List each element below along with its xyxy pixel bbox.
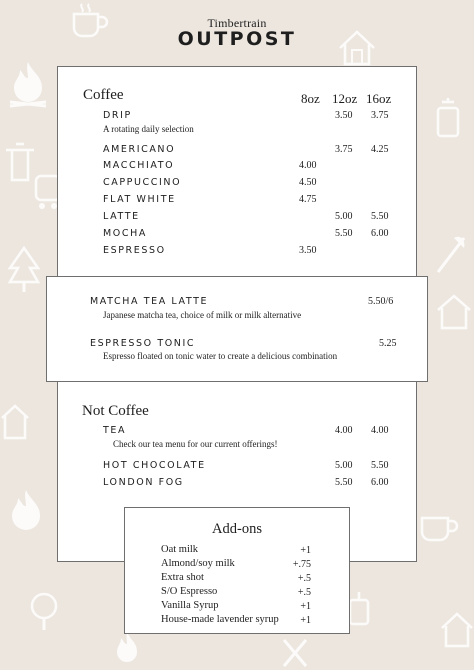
- menu-item-macchiato: MACCHIATO: [103, 160, 175, 171]
- cup-icon: [418, 508, 462, 548]
- addons-panel: [124, 507, 350, 634]
- price-espresso-8oz: 3.50: [299, 245, 317, 256]
- price-hot-chocolate-12oz: 5.00: [335, 460, 353, 471]
- menu-item-drip: DRIP: [103, 110, 132, 121]
- axe-icon: [432, 232, 470, 276]
- price-london-fog-16oz: 6.00: [371, 477, 389, 488]
- addon-extra-shot: Extra shot: [161, 572, 204, 583]
- price-latte-12oz: 5.00: [335, 211, 353, 222]
- menu-item-london-fog: LONDON FOG: [103, 477, 184, 488]
- price-cappuccino-8oz: 4.50: [299, 177, 317, 188]
- addon-price-vanilla-syrup: +1: [300, 601, 311, 612]
- menu-item-espresso-tonic: ESPRESSO TONIC: [90, 338, 196, 349]
- addon-vanilla-syrup: Vanilla Syrup: [161, 600, 219, 611]
- house-icon: [440, 610, 474, 650]
- fire-icon: [4, 486, 48, 536]
- brand-subtitle: Timbertrain: [207, 16, 267, 30]
- tree-icon: [6, 246, 42, 294]
- price-mocha-16oz: 6.00: [371, 228, 389, 239]
- price-drip-12oz: 3.50: [335, 110, 353, 121]
- price-matcha-tea-latte: 5.50/6: [368, 296, 394, 307]
- fire-icon: [6, 58, 50, 108]
- addon-price-almond-soy-milk: +.75: [292, 559, 311, 570]
- menu-item-matcha-tea-latte: MATCHA TEA LATTE: [90, 296, 209, 307]
- price-hot-chocolate-16oz: 5.50: [371, 460, 389, 471]
- hut-icon: [436, 292, 472, 332]
- menu-item-americano: AMERICANO: [103, 144, 176, 155]
- desc-espresso-tonic: Espresso floated on tonic water to create a delicious combination: [103, 351, 338, 361]
- menu-item-cappuccino: CAPPUCCINO: [103, 177, 182, 188]
- price-americano-16oz: 4.25: [371, 144, 389, 155]
- addon-so-espresso: S/O Espresso: [161, 586, 218, 597]
- price-mocha-12oz: 5.50: [335, 228, 353, 239]
- specials-panel: [46, 276, 428, 382]
- size-header-16oz: 16oz: [366, 91, 392, 106]
- price-espresso-tonic: 5.25: [379, 338, 397, 349]
- addon-almond-soy-milk: Almond/soy milk: [161, 558, 235, 569]
- menu-item-flat-white: FLAT WHITE: [103, 194, 176, 205]
- desc-tea: Check our tea menu for our current offerings!: [113, 439, 278, 449]
- desc-matcha-tea-latte: Japanese matcha tea, choice of milk or milk alternative: [103, 310, 302, 320]
- addon-lavender-syrup: House-made lavender syrup: [161, 614, 279, 625]
- price-tea-16oz: 4.00: [371, 425, 389, 436]
- menu-item-tea: TEA: [103, 425, 127, 436]
- menu-item-espresso: ESPRESSO: [103, 245, 166, 256]
- fire-icon: [112, 630, 142, 666]
- menu-item-latte: LATTE: [103, 211, 140, 222]
- addon-price-extra-shot: +.5: [297, 573, 311, 584]
- addon-price-lavender-syrup: +1: [300, 615, 311, 626]
- axe-icon: [280, 636, 310, 670]
- price-macchiato-8oz: 4.00: [299, 160, 317, 171]
- addon-price-so-espresso: +.5: [297, 587, 311, 598]
- addon-price-oat-milk: +1: [300, 545, 311, 556]
- addons-title: Add-ons: [212, 521, 262, 537]
- train-icon: [26, 588, 62, 632]
- price-latte-16oz: 5.50: [371, 211, 389, 222]
- price-london-fog-12oz: 5.50: [335, 477, 353, 488]
- price-americano-12oz: 3.75: [335, 144, 353, 155]
- menu-item-hot-chocolate: HOT CHOCOLATE: [103, 460, 206, 471]
- size-header-8oz: 8oz: [301, 91, 320, 106]
- size-header-12oz: 12oz: [332, 91, 358, 106]
- section-title-not-coffee: Not Coffee: [82, 403, 149, 419]
- desc-drip: A rotating daily selection: [103, 124, 194, 134]
- hut-icon: [0, 402, 30, 442]
- addon-oat-milk: Oat milk: [161, 544, 199, 555]
- lantern-icon: [430, 96, 466, 142]
- brand-title: OUTPOST: [177, 28, 297, 50]
- menu-item-mocha: MOCHA: [103, 228, 147, 239]
- price-tea-12oz: 4.00: [335, 425, 353, 436]
- section-title-coffee: Coffee: [83, 87, 124, 103]
- price-drip-16oz: 3.75: [371, 110, 389, 121]
- price-flat-white-8oz: 4.75: [299, 194, 317, 205]
